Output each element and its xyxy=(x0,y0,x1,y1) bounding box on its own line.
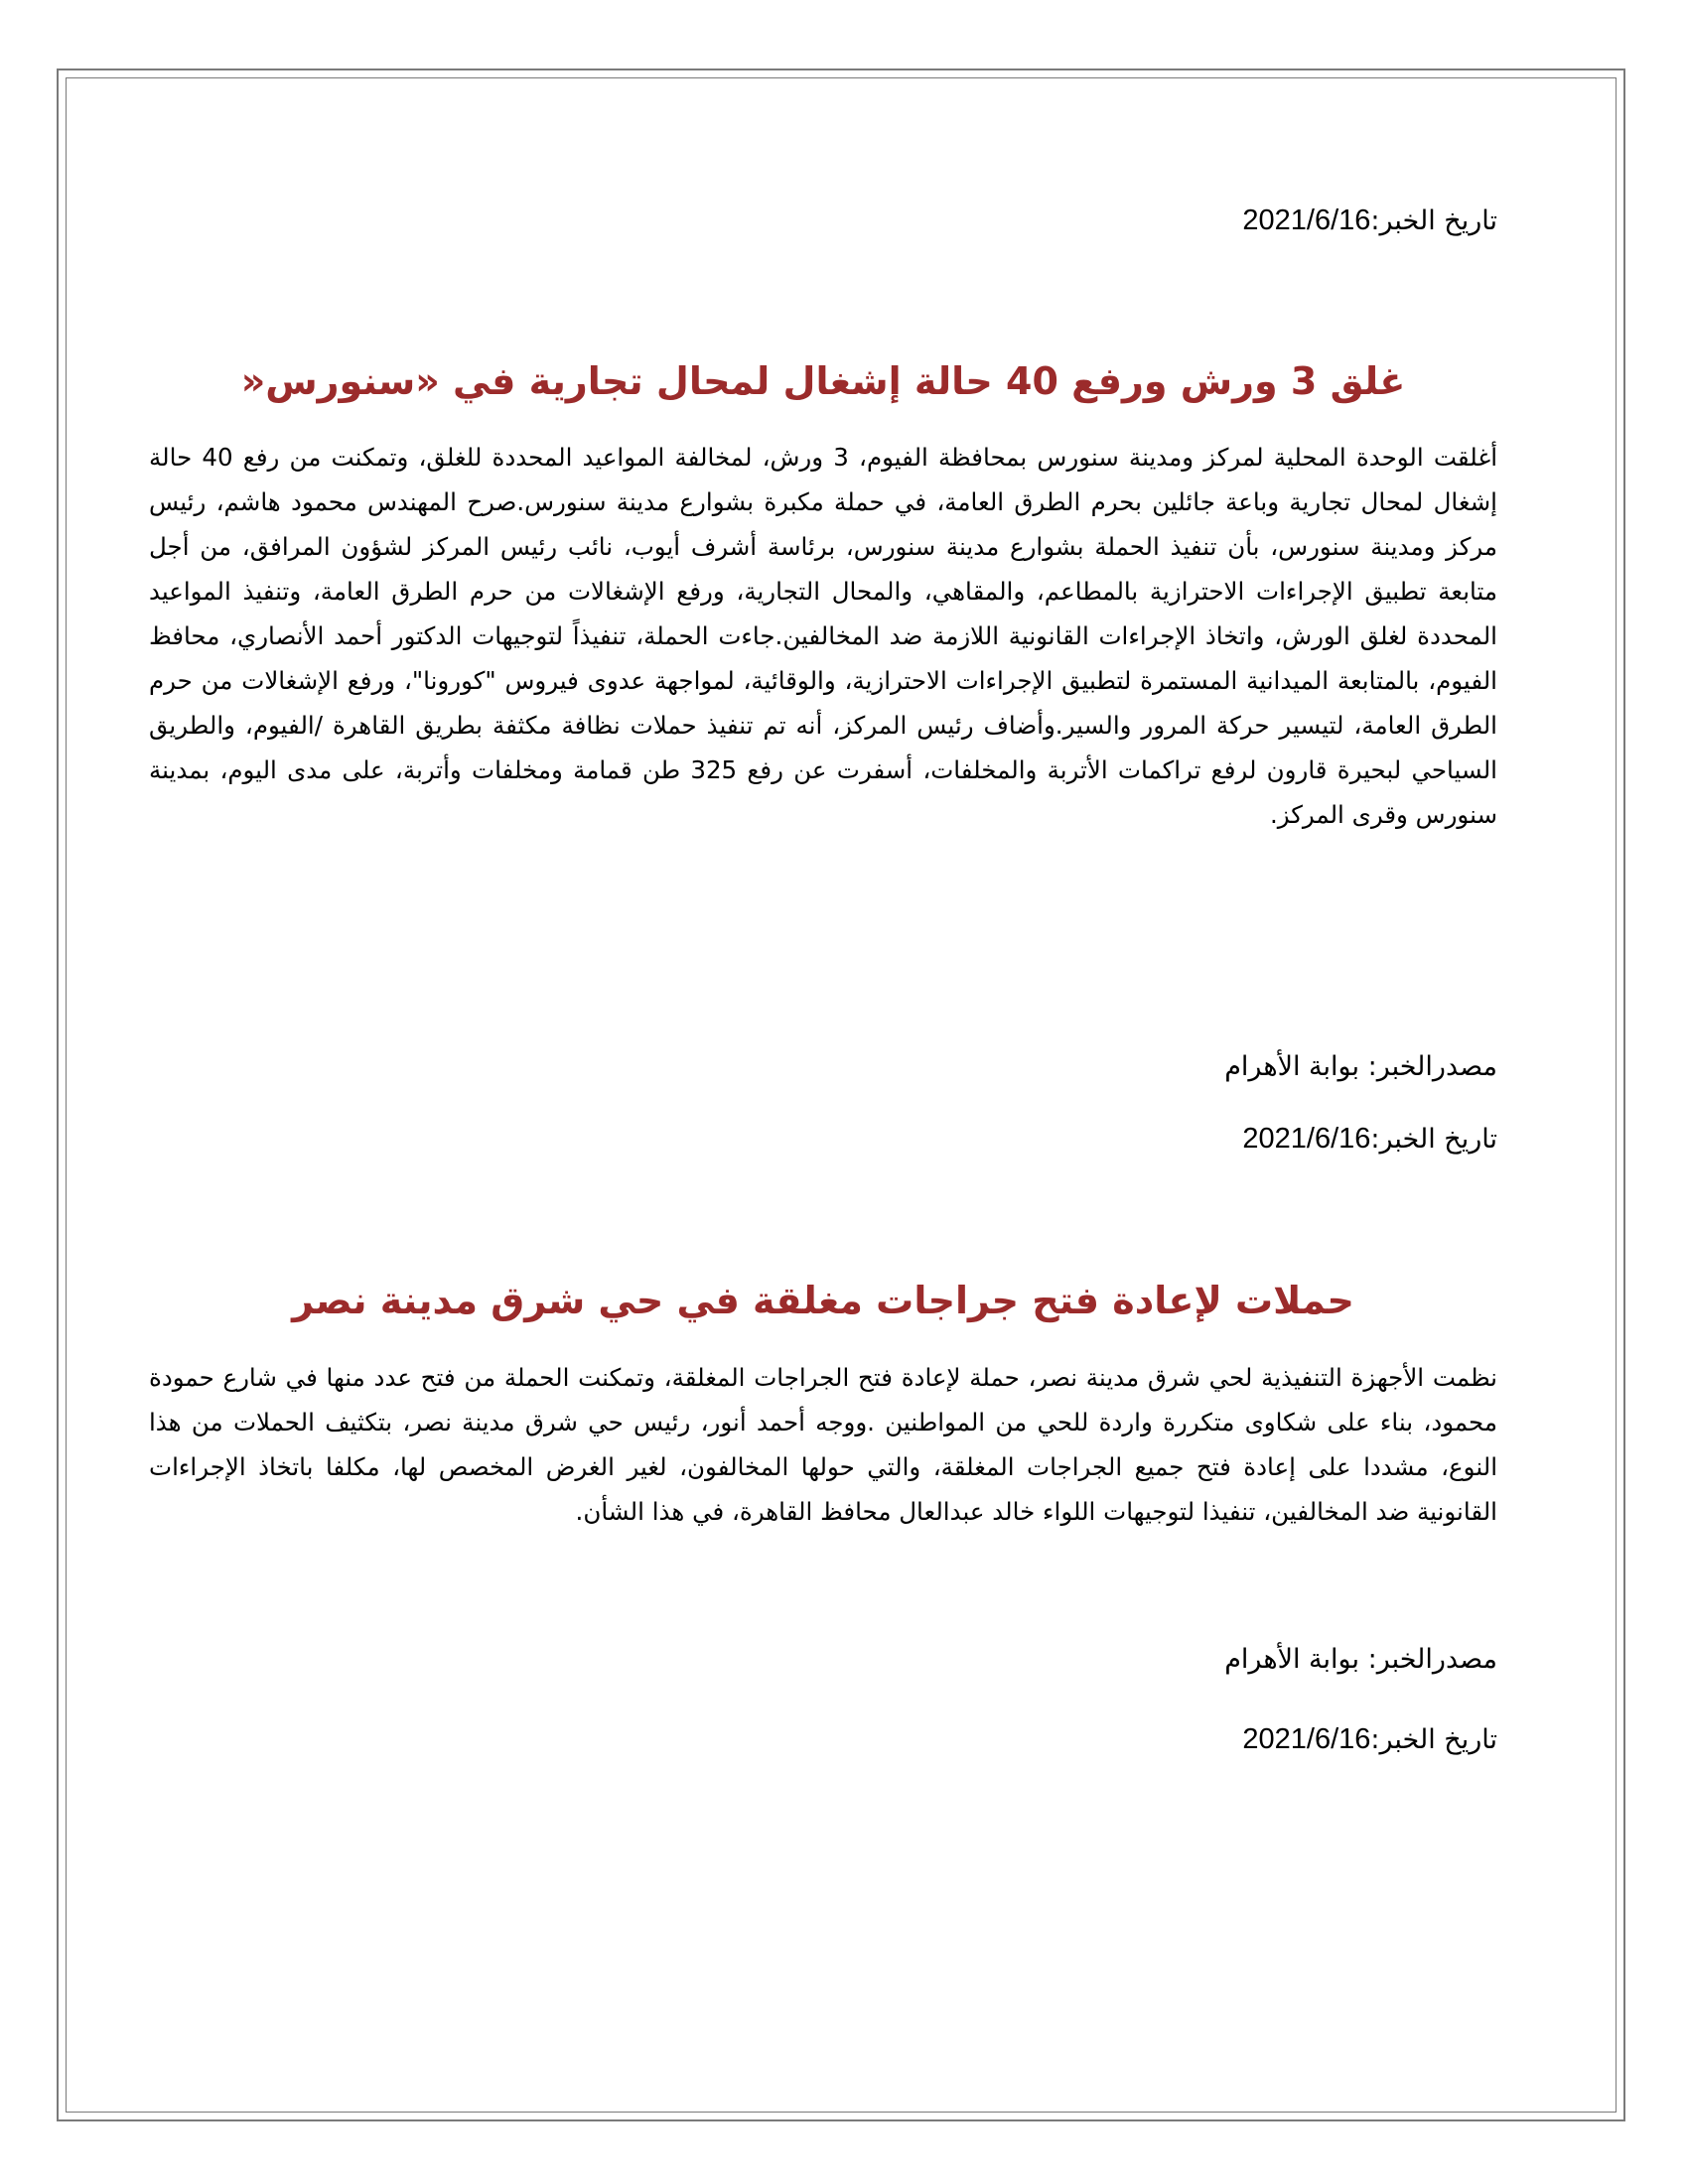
article-2-headline: حملات لإعادة فتح جراجات مغلقة في حي شرق مدينة نصر xyxy=(292,1279,1354,1322)
date-label: تاريخ الخبر: xyxy=(1370,1124,1497,1155)
source-value: بوابة الأهرام xyxy=(1224,1644,1360,1675)
article-2-body: نظمت الأجهزة التنفيذية لحي شرق مدينة نصر، حملة لإعادة فتح الجراجات المغلقة، وتمكنت الحملة من فتح عدد منها في شارع حمودة محمود، بناء على شكاوى متكررة واردة للحي من المواطنين .ووجه أحمد أنور، رئيس حي شرق مدينة نصر، بتكثيف الحملات من هذا النوع، مشددا على إعادة فتح جميع الجراجات المغلقة، والتي حولها المخالفون، لغير الغرض المخصص لها، مكلفا باتخاذ الإجراءات القانونية ضد المخالفين، تنفيذا لتوجيهات اللواء خالد عبدالعال محافظ القاهرة، في هذا الشأن. xyxy=(149,1363,1497,1526)
date-label: تاريخ الخبر: xyxy=(1370,1724,1497,1755)
article-1-body: أغلقت الوحدة المحلية لمركز ومدينة سنورس بمحافظة الفيوم، 3 ورش، لمخالفة المواعيد المحددة للغلق، وتمكنت من رفع 40 حالة إشغال لمحال تجارية وباعة جائلين بحرم الطرق العامة، في حملة مكبرة بشوارع مدينة سنورس.صرح المهندس محمود هاشم، رئيس مركز ومدينة سنورس، بأن تنفيذ الحملة بشوارع مدينة سنورس، برئاسة أشرف أيوب، نائب رئيس المركز لشؤون المرافق، من أجل متابعة تطبيق الإجراءات الاحترازية بالمطاعم، والمقاهي، والمحال التجارية، ورفع الإشغالات من حرم الطرق العامة، وتنفيذ المواعيد المحددة لغلق الورش، واتخاذ الإجراءات القانونية اللازمة ضد المخالفين.جاءت الحملة، تنفيذاً لتوجيهات الدكتور أحمد الأنصاري، محافظ الفيوم، بالمتابعة الميدانية المستمرة لتطبيق الإجراءات الاحترازية، والوقائية، لمواجهة عدوى فيروس "كورونا"، ورفع الإشغالات من حرم الطرق العامة، لتيسير حركة المرور والسير.وأضاف رئيس المركز، أنه تم تنفيذ حملات نظافة مكثفة بطريق القاهرة /الفيوم، والطريق السياحي لبحيرة قارون لرفع تراكمات الأتربة والمخلفات، أسفرت عن رفع 325 طن قمامة ومخلفات وأتربة، على مدى اليوم، بمدينة سنورس وقرى المركز. xyxy=(149,443,1498,829)
source-label: مصدرالخبر: xyxy=(1367,1051,1497,1082)
article-2-source xyxy=(1224,1643,1497,1677)
article-1-date xyxy=(1242,204,1497,238)
article-1-source xyxy=(1224,1050,1497,1084)
date-value: 2021/6/16 xyxy=(1242,205,1371,236)
source-label: مصدرالخبر: xyxy=(1367,1644,1497,1675)
article-1-headline: غلق 3 ورش ورفع 40 حالة إشغال لمحال تجارية في «سنورس« xyxy=(240,359,1406,403)
source-value: بوابة الأهرام xyxy=(1224,1051,1360,1082)
date-value: 2021/6/16 xyxy=(1242,1123,1371,1155)
article-2-date xyxy=(1242,1122,1497,1157)
date-label: تاريخ الخبر: xyxy=(1370,205,1497,236)
footer-date xyxy=(1242,1722,1497,1757)
date-value: 2021/6/16 xyxy=(1242,1723,1371,1755)
